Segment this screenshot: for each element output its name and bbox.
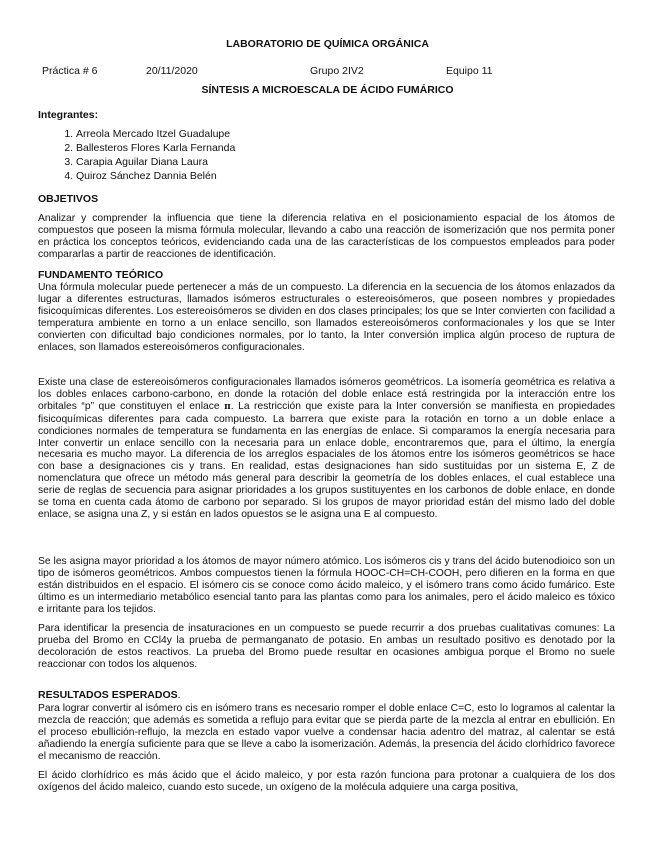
results-heading-text: RESULTADOS ESPERADOS bbox=[38, 689, 178, 701]
list-item: 4. Quiroz Sánchez Dannia Belén bbox=[76, 169, 235, 183]
theory-paragraph-3: Se les asigna mayor prioridad a los átomos de mayor número atómico. Los isómeros cis y trans del ácido butenodioico son un tipo de isómeros geométricos. Ambos compuestos tienen la fórmula HOOC-CH=CH-COOH, pero difieren en la forma en que están distribuidos en el espacio. El isómero cis se conoce como ácido maleico, y el isómero trans como ácido fumárico. Este último es un intermediario metabólico esencial tanto para las plantas como para los animales, pero el ácido maleico es tóxico e irritante para los tejidos. bbox=[38, 556, 615, 615]
theory-paragraph-2-start: Existe una clase de estereoisómeros configuracionales llamados isómeros geométricos. La isomería geométrica es relativa a los dobles enlaces carbono-carbono, en donde la rotación del doble enlace está restringida por la interacción entre los orbitales “p” que constituyen el enlace bbox=[38, 377, 615, 412]
practice-number: Práctica # 6 bbox=[42, 65, 98, 77]
members-list bbox=[38, 127, 235, 183]
objectives-heading: OBJETIVOS bbox=[38, 193, 99, 205]
list-item: 3. Carapia Aguilar Diana Laura bbox=[76, 155, 235, 169]
list-item: 2. Ballesteros Flores Karla Fernanda bbox=[76, 141, 235, 155]
results-paragraph-1: Para lograr convertir al isómero cis en isómero trans es necesario romper el doble enlace C=C, esto lo logramos al calentar la mezcla de reacción; que además es sometida a reflujo para evitar que se pierda parte de la mezcla al entrar en ebullición. En el proceso ebullición-reflujo, la mezcla en estado vapor vuelve a condensar hacia adentro del matraz, al calentar se está añadiendo la energía suficiente para que se lleve a cabo la isomerización. Además, la presencia del ácido clorhídrico favorece el mecanismo de reacción. bbox=[38, 703, 615, 762]
lab-title: LABORATORIO DE QUÍMICA ORGÁNICA bbox=[226, 38, 429, 50]
theory-paragraph-2-end: . La restricción que existe para la Inter conversión se manifiesta en propiedades fisicoquímicas diferentes para cada compuesto. La barrera que existe para la rotación en torno a un doble enlace a condiciones normales de temperatura se fundamenta en las energías de enlace. Si comparamos la energía necesaria para Inter convertir un enlace sencillo con la necesaria para un enlace doble, encontraremos que, para el último, la energía necesaria es mucho mayor. La diferencia de los arreglos espaciales de los átomos entre los isómeros geométricos se hace con base a designaciones cis y trans. En realidad, estas designaciones han sido sustituidas por un sistema E, Z de nomenclatura que ofrece un método más general para describir la geometría de los dobles enlaces, el cual establece una serie de reglas de secuencia para asignar prioridades a los grupos sustituyentes en los carbonos de doble enlace, en donde se toma en cuenta cada átomo de carbono por separado. Si los grupos de mayor prioridad están del mismo lado del doble enlace, se asigna una Z, y si están en lados opuestos se le asigna una E al compuesto. bbox=[38, 400, 616, 520]
theory-paragraph-4: Para identificar la presencia de insaturaciones en un compuesto se puede recurrir a dos pruebas cualitativas comunes: La prueba del Bromo en CCl4y la prueba de permanganato de potasio. En ambas un resultado positivo es denotado por la decoloración de estos reactivos. La prueba del Bromo puede resultar en ocasiones ambigua porque el Bromo no suele reaccionar con todos los alquenos. bbox=[38, 623, 615, 670]
theory-paragraph-1: Una fórmula molecular puede pertenecer a más de un compuesto. La diferencia en la secuencia de los átomos enlazados da lugar a diferentes estructuras, llamados isómeros estructurales o estereoisómeros, que poseen nombres y propiedades fisicoquímicas diferentes. Los estereoisómeros se dividen en dos clases principales; los que se Inter convierten con facilidad a temperatura ambiente en torno a un enlace sencillo, son llamados estereoisómeros conformacionales y los que se Inter convierten con dificultad bajo condiciones normales, por lo tanto, la Inter conversión implica algún proceso de ruptura de enlaces, son llamados estereoisómeros configuracionales. bbox=[38, 282, 615, 353]
list-item: 1. Arreola Mercado Itzel Guadalupe bbox=[76, 127, 235, 141]
members-heading: Integrantes: bbox=[38, 109, 99, 121]
theory-heading: FUNDAMENTO TEÓRICO bbox=[38, 269, 164, 281]
pi-symbol: π bbox=[224, 401, 231, 412]
team-label: Equipo 11 bbox=[446, 65, 493, 77]
theory-paragraph-2 bbox=[38, 377, 615, 521]
results-heading bbox=[38, 689, 181, 701]
practice-date: 20/11/2020 bbox=[146, 65, 198, 77]
practice-meta bbox=[38, 65, 615, 79]
results-heading-period: . bbox=[177, 689, 181, 701]
group-label: Grupo 2IV2 bbox=[310, 65, 364, 77]
practice-subtitle: SÍNTESIS A MICROESCALA DE ÁCIDO FUMÁRICO bbox=[201, 84, 454, 96]
objectives-paragraph: Analizar y comprender la influencia que tiene la diferencia relativa en el posicionamiento espacial de los átomos de compuestos que poseen la misma fórmula molecular, llevando a cabo una reacción de isomerización que nos permita poner en práctica los conceptos teóricos, evidenciando cada una de las características de los compuestos empleados para poder compararlas a partir de reacciones de identificación. bbox=[38, 213, 615, 260]
results-paragraph-2: El ácido clorhídrico es más ácido que el ácido maleico, y por esta razón funciona para protonar a cualquiera de los dos oxígenos del ácido maleico, cuando esto sucede, un oxígeno de la molécula adquiere una carga positiva, bbox=[38, 770, 615, 793]
